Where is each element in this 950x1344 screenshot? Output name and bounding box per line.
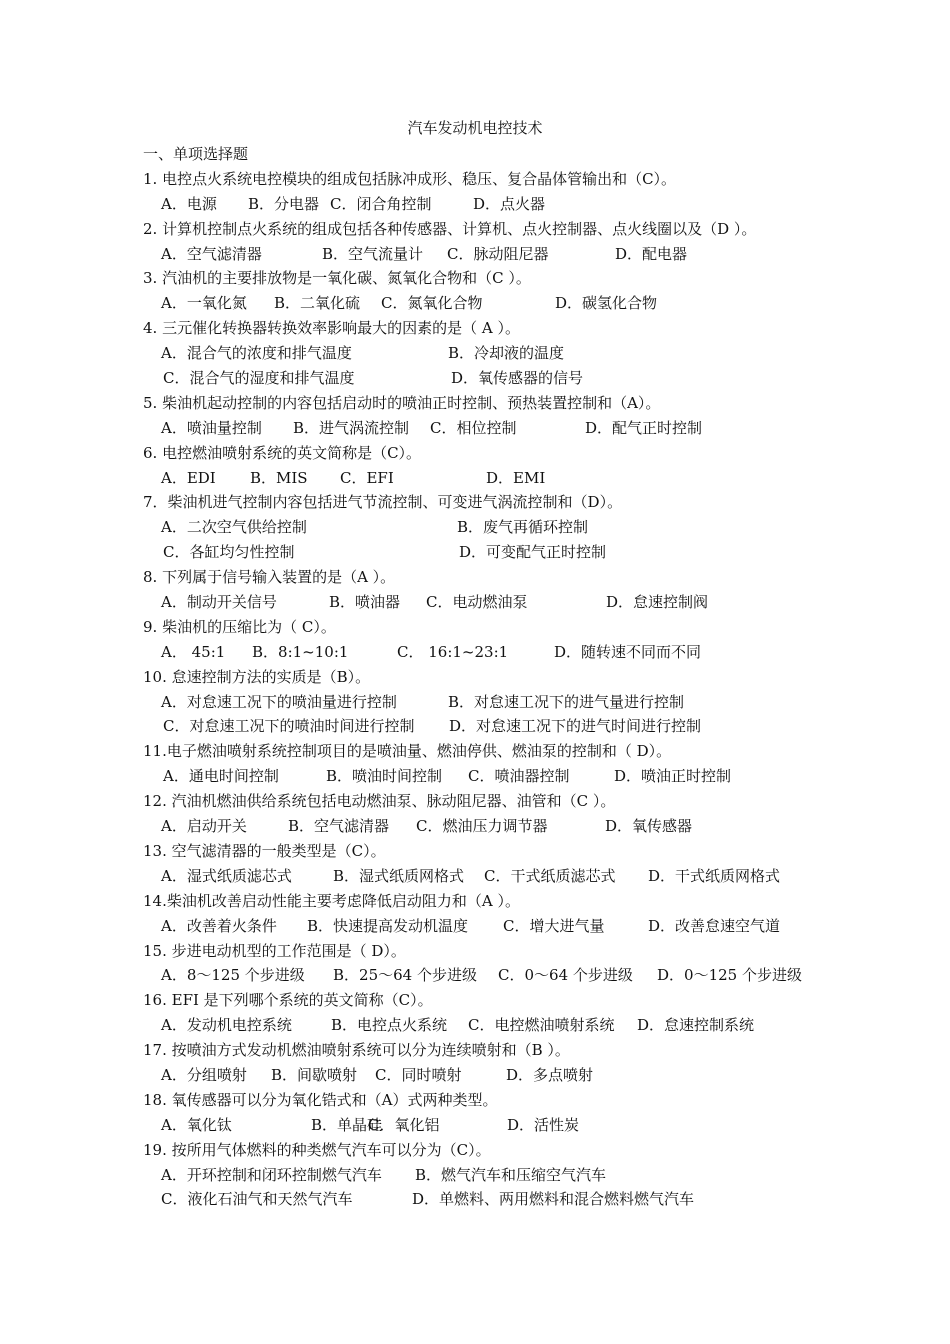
options-row [143, 1163, 823, 1188]
answer-option: A．二次空气供给控制 [161, 518, 307, 537]
answer-option: C．氧化铝 [368, 1115, 440, 1134]
answer-option: B．MIS [250, 468, 308, 487]
answer-option: D．干式纸质网格式 [648, 866, 781, 885]
answer-option: D．碳氢化合物 [555, 294, 658, 313]
answer-option: C．燃油压力调节器 [416, 817, 548, 836]
answer-option: B．进气涡流控制 [293, 418, 410, 437]
answer-option: B．燃气汽车和压缩空气汽车 [415, 1165, 607, 1184]
answer-option: B．间歇喷射 [271, 1065, 358, 1084]
options-row [143, 714, 823, 739]
answer-option: A．喷油量控制 [161, 418, 262, 437]
answer-option: A．分组喷射 [161, 1065, 247, 1084]
options-row [143, 1187, 823, 1212]
question-text: 3. 汽油机的主要排放物是一氧化碳、氮氧化合物和（C ）。 [143, 269, 531, 288]
question-text: 16. EFI 是下列哪个系统的英文简称（C）。 [143, 991, 433, 1010]
options-row [143, 366, 823, 391]
answer-option: C．相位控制 [430, 418, 517, 437]
answer-option: A．发动机电控系统 [161, 1016, 292, 1035]
question-text: 19. 按所用气体燃料的种类燃气汽车可以分为（C）。 [143, 1140, 491, 1159]
options-row [143, 1113, 823, 1138]
answer-option: A．EDI [161, 468, 216, 487]
answer-option: A．通电时间控制 [163, 767, 279, 786]
answer-option: A．湿式纸质滤芯式 [161, 866, 292, 885]
answer-option: B．分电器 [248, 194, 320, 213]
answer-option: D．配气正时控制 [585, 418, 703, 437]
answer-option: B．湿式纸质网格式 [333, 866, 465, 885]
answer-option: C．脉动阻尼器 [447, 244, 549, 263]
answer-option: B．空气滤清器 [288, 817, 390, 836]
answer-option: D．活性炭 [507, 1115, 580, 1134]
answer-option: D．怠速控制系统 [637, 1016, 755, 1035]
answer-option: C．氮氧化合物 [381, 294, 483, 313]
answer-option: C．增大进气量 [503, 916, 605, 935]
options-row [143, 291, 823, 316]
answer-option: B．对怠速工况下的进气量进行控制 [448, 692, 685, 711]
options-row [143, 416, 823, 441]
answer-option: A．对怠速工况下的喷油量进行控制 [161, 692, 397, 711]
answer-option: B．25～64 个步进级 [333, 966, 477, 985]
answer-option: C．各缸均匀性控制 [163, 543, 295, 562]
options-row [143, 1063, 823, 1088]
question-text: 2. 计算机控制点火系统的组成包括各种传感器、计算机、点火控制器、点火线圈以及（D ）。 [143, 219, 757, 238]
options-row [143, 914, 823, 939]
answer-option: A．8～125 个步进级 [161, 966, 305, 985]
answer-option: A． 45:1 [161, 642, 226, 661]
answer-option: D．喷油正时控制 [614, 767, 732, 786]
question-text: 11.电子燃油喷射系统控制项目的是喷油量、燃油停供、燃油泵的控制和（ D）。 [143, 742, 672, 761]
answer-option: B．电控点火系统 [331, 1016, 448, 1035]
options-row [143, 963, 823, 988]
options-row [143, 1013, 823, 1038]
answer-option: D．单燃料、两用燃料和混合燃料燃气汽车 [412, 1190, 695, 1209]
answer-option: B．空气流量计 [322, 244, 424, 263]
question-text: 17. 按喷油方式发动机燃油喷射系统可以分为连续喷射和（B ）。 [143, 1041, 570, 1060]
answer-option: D．随转速不同而不同 [554, 642, 702, 661]
answer-option: B．单晶硅 [311, 1115, 383, 1134]
answer-option: C．液化石油气和天然气汽车 [161, 1190, 353, 1209]
options-row [143, 515, 823, 540]
answer-option: C．EFI [340, 468, 394, 487]
options-row [143, 466, 823, 491]
answer-option: A．开环控制和闭环控制燃气汽车 [161, 1165, 382, 1184]
answer-option: A．启动开关 [161, 817, 247, 836]
answer-option: D．EMI [486, 468, 546, 487]
answer-option: D．改善怠速空气道 [648, 916, 781, 935]
options-row [143, 764, 823, 789]
question-text: 18. 氧传感器可以分为氧化锆式和（A）式两种类型。 [143, 1090, 498, 1109]
question-text: 12. 汽油机燃油供给系统包括电动燃油泵、脉动阻尼器、油管和（C ）。 [143, 792, 616, 811]
answer-option: D．多点喷射 [506, 1065, 594, 1084]
answer-option: B．8:1~10:1 [252, 642, 349, 661]
answer-option: C．同时喷射 [375, 1065, 462, 1084]
options-row [143, 690, 823, 715]
options-row [143, 242, 823, 267]
answer-option: C．电动燃油泵 [426, 593, 528, 612]
answer-option: D．配电器 [615, 244, 688, 263]
answer-option: C．混合气的湿度和排气温度 [163, 369, 355, 388]
answer-option: C．电控燃油喷射系统 [468, 1016, 615, 1035]
options-row [143, 341, 823, 366]
question-text: 9. 柴油机的压缩比为（ C）。 [143, 617, 336, 636]
answer-option: D．0～125 个步进级 [657, 966, 802, 985]
question-text: 6. 电控燃油喷射系统的英文简称是（C）。 [143, 443, 422, 462]
options-row [143, 814, 823, 839]
answer-option: A．一氧化氮 [161, 294, 247, 313]
answer-option: B．喷油器 [329, 593, 401, 612]
options-row [143, 640, 823, 665]
answer-option: D．点火器 [473, 194, 546, 213]
document-title: 汽车发动机电控技术 [407, 119, 543, 137]
answer-option: A．电源 [161, 194, 217, 213]
answer-option: B．冷却液的温度 [448, 344, 565, 363]
answer-option: C．喷油器控制 [468, 767, 570, 786]
question-text: 10. 怠速控制方法的实质是（B）。 [143, 667, 371, 686]
answer-option: C．0～64 个步进级 [498, 966, 633, 985]
section-heading: 一、单项选择题 [143, 145, 249, 163]
answer-option: B．快速提高发动机温度 [307, 916, 469, 935]
answer-option: B．废气再循环控制 [457, 518, 589, 537]
answer-option: C．对怠速工况下的喷油时间进行控制 [163, 717, 415, 736]
answer-option: D．可变配气正时控制 [459, 543, 607, 562]
answer-option: C．闭合角控制 [330, 194, 432, 213]
answer-option: B．喷油时间控制 [326, 767, 443, 786]
answer-option: C．干式纸质滤芯式 [484, 866, 616, 885]
answer-option: D．氧传感器 [605, 817, 693, 836]
question-text: 15. 步进电动机型的工作范围是（ D）。 [143, 941, 406, 960]
answer-option: C． 16:1~23:1 [397, 642, 509, 661]
question-text: 8. 下列属于信号输入装置的是（A ）。 [143, 568, 396, 587]
question-text: 7．柴油机进气控制内容包括进气节流控制、可变进气涡流控制和（D）。 [143, 493, 623, 512]
question-text: 13. 空气滤清器的一般类型是（C）。 [143, 841, 386, 860]
question-text: 5. 柴油机起动控制的内容包括启动时的喷油正时控制、预热装置控制和（A）。 [143, 393, 661, 412]
question-text: 4. 三元催化转换器转换效率影响最大的因素的是（ A ）。 [143, 319, 520, 338]
answer-option: A．氧化钛 [161, 1115, 232, 1134]
options-row [143, 864, 823, 889]
answer-option: A．改善着火条件 [161, 916, 277, 935]
answer-option: A．混合气的浓度和排气温度 [161, 344, 352, 363]
options-row [143, 192, 823, 217]
answer-option: B．二氧化硫 [274, 294, 361, 313]
answer-option: A．制动开关信号 [161, 593, 277, 612]
question-list [143, 142, 823, 1212]
answer-option: D．怠速控制阀 [606, 593, 709, 612]
options-row [143, 540, 823, 565]
answer-option: D．氧传感器的信号 [451, 369, 584, 388]
question-text: 1. 电控点火系统电控模块的组成包括脉冲成形、稳压、复合晶体管输出和（C）。 [143, 169, 677, 188]
answer-option: A．空气滤清器 [161, 244, 262, 263]
question-text: 14.柴油机改善启动性能主要考虑降低启动阻力和（A ）。 [143, 891, 520, 910]
answer-option: D．对怠速工况下的进气时间进行控制 [449, 717, 702, 736]
options-row [143, 590, 823, 615]
